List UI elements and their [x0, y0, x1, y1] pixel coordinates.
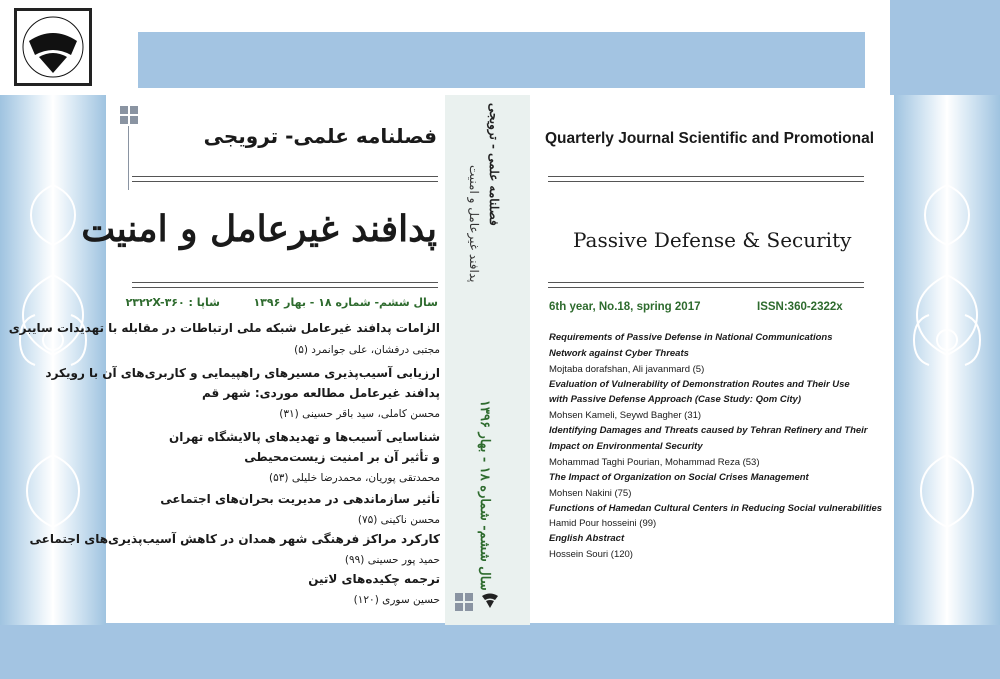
- fa-article-title: تأثیر سازماندهی در مدیریت بحران‌های اجتماعی: [160, 492, 440, 506]
- en-article-authors: Mojtaba dorafshan, Ali javanmard (5): [549, 364, 705, 375]
- fa-article-title: الزامات پدافند غیرعامل شبکه ملی ارتباطات در مقابله با تهدیدات سایبری: [8, 321, 440, 335]
- vertical-divider: [128, 126, 129, 190]
- en-article-authors: Mohammad Taghi Pourian, Mohammad Reza (53): [549, 457, 760, 468]
- fa-series-title: فصلنامه علمی- ترویجی: [203, 124, 437, 148]
- fa-article-title: شناسایی آسیب‌ها و تهدیدهای پالایشگاه تهران: [169, 430, 440, 444]
- en-article-title: The Impact of Organization on Social Crises Management: [549, 472, 809, 483]
- right-ornamental-pillar: [894, 95, 1000, 625]
- en-article-authors: Hamid Pour hosseini (99): [549, 518, 657, 529]
- en-article-title-line2: Network against Cyber Threats: [549, 348, 689, 359]
- fa-issue-info: سال ششم- شماره ۱۸ - بهار ۱۳۹۶: [253, 296, 438, 309]
- en-article-title-line2: Impact on Environmental Security: [549, 441, 703, 452]
- bottom-band: [0, 623, 1000, 679]
- en-article-title: Identifying Damages and Threats caused by Tehran Refinery and Their: [549, 425, 868, 436]
- fa-rule-top: [132, 176, 438, 182]
- en-series-title: Quarterly Journal Scientific and Promotional: [545, 130, 875, 147]
- top-right-band: [890, 0, 1000, 95]
- en-issue-info: 6th year, No.18, spring 2017: [549, 301, 701, 313]
- fa-article-title: ترجمه چکیده‌های لاتین: [308, 572, 440, 586]
- fa-article-title-line2: پدافند غیرعامل مطالعه موردی: شهر قم: [202, 386, 440, 400]
- fa-article-title: ارزیابی آسیب‌پذیری مسیرهای راهپیمایی و کاربری‌های آن با رویکرد: [45, 366, 440, 380]
- en-article-authors: Hossein Souri (120): [549, 549, 633, 560]
- en-article-title: Requirements of Passive Defense in National Communications: [549, 332, 833, 343]
- square-ornament-icon: [455, 593, 473, 611]
- fa-article-authors: حمید پور حسینی (۹۹): [344, 554, 440, 566]
- top-band: [138, 32, 865, 88]
- en-article-title: English Abstract: [549, 533, 625, 544]
- fa-article-title-line2: و تأثیر آن بر امنیت زیست‌محیطی: [244, 450, 440, 464]
- en-journal-title: Passive Defense & Security: [573, 228, 852, 252]
- fa-article-authors: مجتبی درفشان، علی جوانمرد (۵): [294, 344, 440, 356]
- en-article-title: Evaluation of Vulnerability of Demonstration Routes and Their Use: [549, 379, 850, 390]
- spine-logo-icon: [480, 590, 500, 610]
- en-rule-top: [548, 176, 864, 182]
- book-spine: [445, 95, 530, 625]
- square-ornament-icon: [120, 106, 138, 124]
- spine-journal: پدافند غیرعامل و امنیت: [467, 165, 481, 283]
- spine-issue: سال ششم- شماره ۱۸ - بهار ۱۳۹۶: [477, 400, 492, 591]
- fa-journal-title: پدافند غیرعامل و امنیت: [81, 208, 437, 250]
- en-rule-bottom: [548, 282, 864, 288]
- en-article-authors: Mohsen Kameli, Seywd Bagher (31): [549, 410, 702, 421]
- fa-article-authors: حسین سوری (۱۲۰): [353, 594, 440, 606]
- fa-article-title: کارکرد مراکز فرهنگی شهر همدان در کاهش آسیب‌پذیری‌های اجتماعی: [29, 532, 440, 546]
- fa-article-authors: محمدتقی پوریان، محمدرضا خلیلی (۵۳): [269, 472, 440, 484]
- spine-series: فصلنامه علمی - ترویجی: [487, 103, 501, 226]
- fa-article-authors: محسن ناکینی (۷۵): [357, 514, 440, 526]
- fa-issn: شاپا : ۲۳۲۲X-۳۶۰: [125, 296, 220, 309]
- en-article-title-line2: with Passive Defense Approach (Case Study: Qom City): [549, 394, 801, 405]
- en-article-authors: Mohsen Nakini (75): [549, 488, 632, 499]
- publisher-logo: [14, 8, 92, 86]
- fa-article-authors: محسن کاملی، سید باقر حسینی (۳۱): [279, 408, 440, 420]
- en-issn: ISSN:360-2322x: [757, 301, 843, 313]
- fa-rule-bottom: [132, 282, 438, 288]
- en-article-title: Functions of Hamedan Cultural Centers in Reducing Social vulnerabilities: [549, 503, 883, 514]
